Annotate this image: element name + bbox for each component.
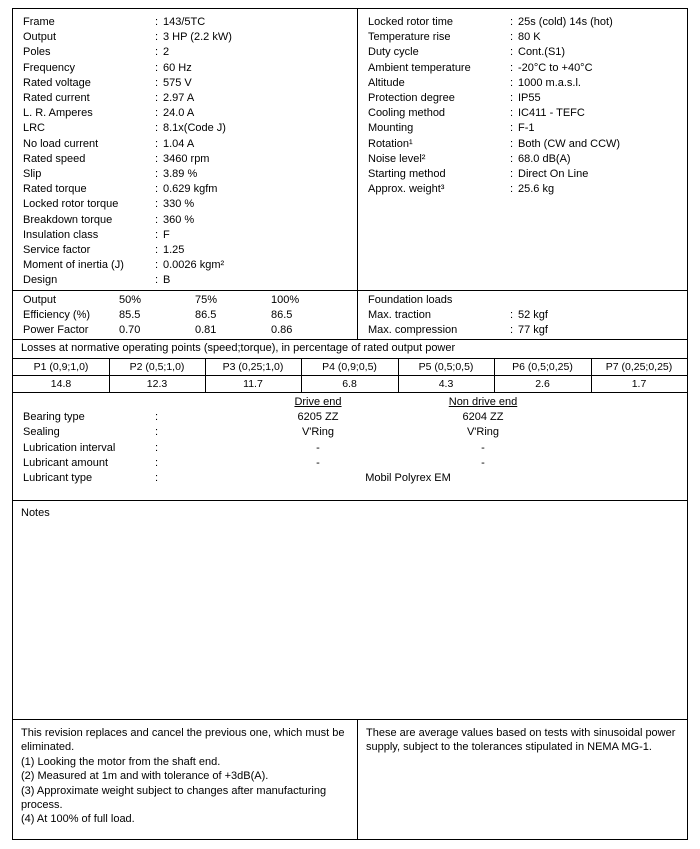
spec-separator: :	[155, 46, 159, 59]
spec-separator: :	[510, 107, 514, 120]
spec-value: Cont.(S1)	[518, 46, 566, 59]
spec-value: 1.25	[163, 244, 185, 257]
foundation-row	[358, 323, 688, 338]
spec-separator: :	[510, 76, 514, 89]
spec-key: Output	[23, 31, 57, 44]
foundation-row	[358, 308, 688, 323]
specs-right-column	[358, 15, 688, 197]
spec-row	[13, 228, 357, 243]
spec-row	[358, 76, 688, 91]
spec-key: Duty cycle	[368, 46, 419, 59]
spec-key: Rated speed	[23, 152, 86, 165]
spec-row	[13, 273, 357, 288]
spec-row	[358, 15, 688, 30]
spec-separator: :	[510, 92, 514, 105]
spec-value: 68.0 dB(A)	[518, 152, 571, 165]
spec-row	[358, 45, 688, 60]
spec-row	[358, 61, 688, 76]
spec-value: IP55	[518, 92, 541, 105]
spec-value: 60 Hz	[163, 61, 192, 74]
spec-key: L. R. Amperes	[23, 107, 93, 120]
performance-load-50: 50%	[119, 294, 142, 306]
bearings-non-drive-end-value: V'Ring	[466, 426, 500, 439]
spec-row	[13, 30, 357, 45]
spec-key: Cooling method	[368, 107, 446, 120]
performance-section	[13, 291, 687, 339]
spec-row	[358, 152, 688, 167]
spec-separator: :	[155, 183, 159, 196]
spec-separator: :	[155, 168, 159, 181]
spec-row	[13, 106, 357, 121]
performance-row-label: Power Factor	[23, 324, 89, 337]
spec-separator: :	[510, 183, 514, 196]
specs-left-column	[13, 15, 357, 289]
footnotes-section	[13, 720, 687, 840]
spec-row	[13, 182, 357, 197]
spec-key: Frequency	[23, 61, 75, 74]
datasheet-frame	[12, 8, 688, 840]
foundation-separator: :	[510, 309, 514, 322]
spec-key: Insulation class	[23, 228, 99, 241]
bearings-drive-end-value: -	[316, 441, 320, 454]
spec-key: LRC	[23, 122, 46, 135]
bearings-separator: :	[155, 426, 159, 439]
spec-value: Both (CW and CCW)	[518, 137, 621, 150]
spec-value: 2.97 A	[163, 92, 195, 105]
losses-point-header: P3 (0,25;1,0)	[222, 361, 284, 373]
spec-row	[358, 167, 688, 182]
losses-point-header: P5 (0,5;0,5)	[418, 361, 474, 373]
spec-key: Ambient temperature	[368, 61, 471, 74]
spec-key: Rated voltage	[23, 76, 91, 89]
spec-value: 25s (cold) 14s (hot)	[518, 16, 613, 28]
spec-row	[358, 30, 688, 45]
bearings-section	[13, 395, 687, 500]
footnote-line: These are average values based on tests with sinusoidal power supply, subject to the tolerances stipulated in NEMA MG-1.	[366, 727, 676, 754]
specs-section	[13, 9, 687, 290]
losses-value: 2.6	[535, 378, 550, 390]
spec-separator: :	[510, 31, 514, 44]
foundation-value: 52 kgf	[518, 309, 548, 322]
spec-value: 24.0 A	[163, 107, 195, 120]
spec-separator: :	[510, 168, 514, 181]
foundation-key: Max. traction	[368, 309, 431, 322]
spec-separator: :	[510, 16, 514, 28]
drive-end-header: Drive end	[294, 396, 342, 408]
footnotes-left	[13, 720, 373, 827]
spec-row	[13, 91, 357, 106]
spec-row	[13, 197, 357, 212]
spec-row	[13, 137, 357, 152]
footnote-line: (1) Looking the motor from the shaft end.	[21, 755, 221, 768]
spec-key: Starting method	[368, 168, 446, 181]
performance-load-75: 75%	[195, 294, 218, 306]
bearings-separator: :	[155, 411, 159, 424]
foundation-loads	[358, 293, 688, 339]
spec-row	[13, 15, 357, 30]
losses-point-header: P4 (0,9;0,5)	[322, 361, 377, 373]
spec-separator: :	[155, 137, 159, 150]
spec-separator: :	[155, 198, 159, 211]
bearings-non-drive-end-value: -	[481, 441, 485, 454]
spec-row	[13, 121, 357, 136]
bearings-drive-end-value: -	[316, 456, 320, 469]
bearings-separator: :	[155, 456, 159, 469]
spec-separator: :	[510, 46, 514, 59]
spec-row	[13, 61, 357, 76]
spec-row	[358, 121, 688, 136]
foundation-title: Foundation loads	[368, 294, 453, 306]
losses-value: 1.7	[631, 378, 647, 390]
spec-value: 0.0026 kgm²	[163, 259, 225, 272]
divider-bearings-top	[13, 392, 687, 393]
spec-key: Protection degree	[368, 92, 455, 105]
spec-separator: :	[155, 228, 159, 241]
spec-value: 0.629 kgfm	[163, 183, 218, 196]
spec-value: 575 V	[163, 76, 192, 89]
spec-key: Mounting	[368, 122, 414, 135]
spec-row	[358, 137, 688, 152]
footnote-line: (2) Measured at 1m and with tolerance of +3dB(A).	[21, 770, 269, 783]
bearings-drive-end-value: V'Ring	[301, 426, 335, 439]
lubricant-type-row	[13, 471, 687, 486]
bearings-row	[13, 456, 687, 471]
losses-value: 11.7	[243, 378, 263, 390]
losses-value: 12.3	[146, 378, 168, 390]
foundation-separator: :	[510, 324, 514, 337]
spec-value: 1000 m.a.s.l.	[518, 76, 581, 89]
non-drive-end-header: Non drive end	[448, 396, 518, 408]
spec-key: No load current	[23, 137, 99, 150]
bearings-key: Sealing	[23, 426, 60, 439]
spec-key: Design	[23, 274, 58, 287]
spec-row	[358, 106, 688, 121]
performance-load-100: 100%	[271, 294, 300, 306]
spec-row	[13, 45, 357, 60]
losses-value: 4.3	[438, 378, 454, 390]
footnote-line: This revision replaces and cancel the previous one, which must be eliminated.	[21, 727, 345, 754]
spec-value: IC411 - TEFC	[518, 107, 585, 120]
spec-value: 8.1x(Code J)	[163, 122, 226, 135]
spec-separator: :	[510, 122, 514, 135]
losses-value: 14.8	[50, 378, 72, 390]
bearings-separator: :	[155, 441, 159, 454]
spec-separator: :	[155, 16, 159, 28]
spec-value: F-1	[518, 122, 535, 135]
notes-label: Notes	[21, 507, 50, 519]
spec-row	[13, 258, 357, 273]
losses-point-header: P6 (0,5;0,25)	[512, 361, 573, 373]
spec-key: Altitude	[368, 76, 405, 89]
bearings-row	[13, 441, 687, 456]
bearings-row	[13, 410, 687, 425]
spec-key: Service factor	[23, 244, 91, 257]
performance-output-label: Output	[23, 294, 57, 306]
notes-section	[13, 501, 687, 719]
spec-row	[358, 182, 688, 197]
performance-table	[13, 293, 357, 339]
spec-row	[13, 213, 357, 228]
spec-separator: :	[155, 61, 159, 74]
bearings-key: Bearing type	[23, 411, 85, 424]
spec-key: Breakdown torque	[23, 213, 113, 226]
spec-row	[358, 91, 688, 106]
losses-value: 6.8	[342, 378, 357, 390]
spec-key: Slip	[23, 168, 42, 181]
spec-value: Direct On Line	[518, 168, 589, 181]
spec-value: F	[163, 228, 170, 241]
bearings-drive-end-value: 6205 ZZ	[297, 411, 339, 424]
spec-key: Locked rotor time	[368, 16, 453, 28]
spec-key: Locked rotor torque	[23, 198, 119, 211]
bearings-header-spacer	[13, 395, 155, 410]
performance-cell: 85.5	[119, 309, 141, 322]
performance-powerfactor-row	[13, 323, 357, 338]
spec-separator: :	[155, 92, 159, 105]
spec-value: 360 %	[163, 213, 195, 226]
lubricant-type-value: Mobil Polyrex EM	[365, 472, 451, 485]
losses-point-header: P7 (0,25;0,25)	[605, 361, 673, 373]
spec-value: 2	[163, 46, 170, 59]
spec-value: B	[163, 274, 171, 287]
spec-separator: :	[155, 213, 159, 226]
spec-key: Approx. weight³	[368, 183, 445, 196]
notes-content[interactable]	[13, 520, 687, 522]
spec-key: Temperature rise	[368, 31, 451, 44]
performance-header-row	[13, 293, 357, 308]
bearings-header-spacer2	[155, 395, 243, 410]
spec-separator: :	[155, 259, 159, 272]
performance-cell: 0.70	[119, 324, 141, 337]
bearings-non-drive-end-value: -	[481, 456, 485, 469]
spec-separator: :	[155, 76, 159, 89]
spec-value: -20°C to +40°C	[518, 61, 593, 74]
performance-cell: 0.86	[271, 324, 293, 337]
spec-value: 143/5TC	[163, 16, 206, 28]
foundation-value: 77 kgf	[518, 324, 548, 337]
footnotes-right	[358, 720, 700, 755]
performance-row-label: Efficiency (%)	[23, 309, 91, 322]
bearings-key: Lubricant amount	[23, 456, 108, 469]
lubricant-type-key: Lubricant type	[23, 472, 93, 485]
spec-row	[13, 243, 357, 258]
performance-cell: 86.5	[271, 309, 293, 322]
spec-separator: :	[510, 61, 514, 74]
spec-key: Rotation¹	[368, 137, 413, 150]
spec-value: 3460 rpm	[163, 152, 210, 165]
bearings-row	[13, 425, 687, 440]
losses-point-header: P1 (0,9;1,0)	[33, 361, 89, 373]
spec-separator: :	[510, 152, 514, 165]
foundation-key: Max. compression	[368, 324, 458, 337]
bearings-key: Lubrication interval	[23, 441, 116, 454]
spec-row	[13, 152, 357, 167]
spec-key: Rated current	[23, 92, 90, 105]
spec-value: 25.6 kg	[518, 183, 555, 196]
foundation-title-row	[358, 293, 688, 308]
footnote-line: (4) At 100% of full load.	[21, 813, 135, 826]
spec-separator: :	[155, 244, 159, 257]
spec-separator: :	[155, 122, 159, 135]
spec-value: 80 K	[518, 31, 541, 44]
spec-row	[13, 167, 357, 182]
footnote-line: (3) Approximate weight subject to changes after manufacturing process.	[21, 784, 327, 812]
performance-cell: 0.81	[195, 324, 217, 337]
performance-efficiency-row	[13, 308, 357, 323]
spec-row	[13, 76, 357, 91]
spec-value: 3 HP (2.2 kW)	[163, 31, 232, 44]
losses-title: Losses at normative operating points (speed;torque), in percentage of rated output power	[21, 342, 456, 354]
losses-section	[13, 340, 687, 392]
spec-separator: :	[155, 107, 159, 120]
lubricant-type-separator: :	[155, 472, 159, 485]
spec-separator: :	[510, 137, 514, 150]
spec-value: 330 %	[163, 198, 195, 211]
spec-value: 3.89 %	[163, 168, 198, 181]
spec-key: Poles	[23, 46, 51, 59]
spec-separator: :	[155, 274, 159, 287]
losses-point-header: P2 (0,5;1,0)	[129, 361, 185, 373]
bearings-header-row	[13, 395, 687, 410]
spec-key: Noise level²	[368, 152, 426, 165]
spec-key: Frame	[23, 16, 55, 28]
spec-key: Rated torque	[23, 183, 87, 196]
bearings-non-drive-end-value: 6204 ZZ	[462, 411, 504, 424]
spec-separator: :	[155, 152, 159, 165]
spec-separator: :	[155, 31, 159, 44]
performance-cell: 86.5	[195, 309, 217, 322]
spec-value: 1.04 A	[163, 137, 195, 150]
spec-key: Moment of inertia (J)	[23, 259, 124, 272]
